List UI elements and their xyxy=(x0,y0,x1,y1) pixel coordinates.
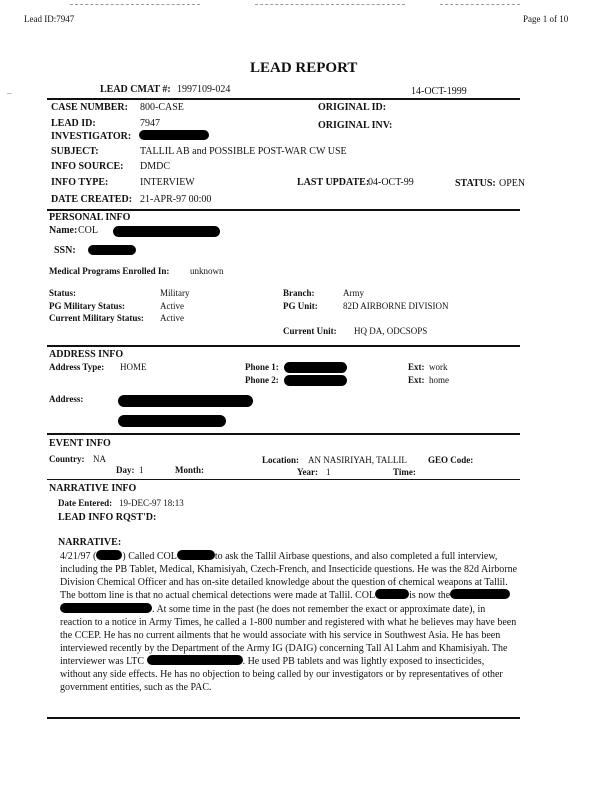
country-value: NA xyxy=(93,454,106,464)
month-label: Month: xyxy=(175,465,204,475)
narrative-line: the CCEP. He has no current ailments that he would associate with his service in Southwest Asia. He has been xyxy=(60,629,501,641)
address-type-value: HOME xyxy=(120,362,147,372)
year-value: 1 xyxy=(326,467,331,477)
personal-info-heading: PERSONAL INFO xyxy=(49,212,131,223)
page-title: LEAD REPORT xyxy=(250,60,358,76)
narrative-info-heading: NARRATIVE INFO xyxy=(49,483,137,494)
original-inv-label: ORIGINAL INV: xyxy=(318,120,393,131)
narrative-line: without any side effects. He has no objection to being called by our investigators or by representatives of other xyxy=(60,669,503,681)
address-type-label: Address Type: xyxy=(49,362,105,372)
status-value: OPEN xyxy=(499,178,526,189)
status-label: STATUS: xyxy=(455,178,496,189)
ssn-label: SSN: xyxy=(54,245,76,256)
narrative-line xyxy=(60,603,510,617)
last-update-label: LAST UPDATE: xyxy=(297,177,370,188)
phone1-label: Phone 1: xyxy=(245,362,279,372)
case-number-label: CASE NUMBER: xyxy=(51,102,128,113)
narrative-line: interviewed recently by the Department of the Army IG (DAIG) concerning Tall Al Lahm and Khamisiyah. The xyxy=(60,642,508,654)
redaction-ssn xyxy=(88,245,136,255)
lead-id-label: LEAD ID: xyxy=(51,118,96,129)
branch-label: Branch: xyxy=(283,288,315,298)
page-number: Page 1 of 10 xyxy=(523,14,569,24)
narrative-line xyxy=(60,550,510,564)
medical-programs-label: Medical Programs Enrolled In: xyxy=(49,266,170,276)
redaction-inline xyxy=(147,655,243,665)
pg-military-status-label: PG Military Status: xyxy=(49,301,125,311)
time-label: Time: xyxy=(393,467,416,477)
redaction-inline xyxy=(60,603,152,613)
narrative-fragment: . At some time in the past (he does not remember the exact or approximate date), in xyxy=(152,604,486,616)
address-label: Address: xyxy=(49,394,84,404)
narrative-fragment: interviewer was LTC xyxy=(60,656,145,668)
ext2-label: Ext: xyxy=(408,375,425,385)
redaction-address-line2 xyxy=(118,415,226,427)
redaction-inline xyxy=(177,550,215,560)
rule xyxy=(47,479,520,480)
day-label: Day: xyxy=(116,465,135,475)
narrative-fragment: The bottom line is that no actual chemical detections were made at Tallil. COL xyxy=(60,590,376,602)
location-value: AN NASIRIYAH, TALLIL xyxy=(308,455,407,465)
date-created-value: 21-APR-97 00:00 xyxy=(140,194,212,205)
narrative-fragment: to ask the Tallil Airbase questions, and also completed a full interview, xyxy=(214,551,498,562)
scan-edge-mark xyxy=(70,4,200,5)
redaction-address-line1 xyxy=(118,395,253,407)
info-type-label: INFO TYPE: xyxy=(51,177,109,188)
name-value: COL xyxy=(78,225,98,236)
redaction-inline xyxy=(375,589,409,599)
narrative-text xyxy=(60,550,518,695)
investigator-label: INVESTIGATOR: xyxy=(51,131,132,142)
pg-military-status-value: Active xyxy=(160,301,184,311)
margin-mark: – xyxy=(7,88,12,98)
pg-unit-label: PG Unit: xyxy=(283,301,318,311)
scan-edge-mark xyxy=(255,4,405,5)
scan-edge-mark xyxy=(440,4,520,5)
status-value-personal: Military xyxy=(160,288,190,298)
day-value: 1 xyxy=(139,465,144,475)
narrative-heading: NARRATIVE: xyxy=(58,537,122,548)
redaction-phone1 xyxy=(284,362,347,373)
status-label-personal: Status: xyxy=(49,288,77,298)
date-entered-value: 19-DEC-97 18:13 xyxy=(119,498,184,508)
narrative-fragment: . He used PB tablets and was lightly exposed to insecticides, xyxy=(242,656,485,668)
narrative-line xyxy=(60,655,510,669)
event-info-heading: EVENT INFO xyxy=(49,438,111,449)
narrative-line xyxy=(60,589,510,603)
current-military-status-label: Current Military Status: xyxy=(49,313,144,323)
geo-code-label: GEO Code: xyxy=(428,455,474,465)
original-id-label: ORIGINAL ID: xyxy=(318,102,387,113)
rule xyxy=(47,345,520,347)
rule xyxy=(47,433,520,435)
report-date: 14-OCT-1999 xyxy=(411,86,467,97)
phone2-label: Phone 2: xyxy=(245,375,279,385)
case-number-value: 800-CASE xyxy=(140,102,184,113)
subject-value: TALLIL AB and POSSIBLE POST-WAR CW USE xyxy=(140,146,347,157)
redaction-name xyxy=(113,226,220,237)
address-info-heading: ADDRESS INFO xyxy=(49,349,124,360)
rule xyxy=(47,98,520,100)
lead-info-rqstd-label: LEAD INFO RQST'D: xyxy=(58,512,157,523)
narrative-line: reaction to a notice in Army Times, he called a 1-800 number and registered with what he believes may have been xyxy=(60,616,517,628)
cmat-value: 1997109-024 xyxy=(177,84,231,95)
redaction-phone2 xyxy=(284,375,347,386)
redaction-inline xyxy=(96,550,122,560)
cmat-label: LEAD CMAT #: xyxy=(100,84,171,95)
country-label: Country: xyxy=(49,454,85,464)
current-unit-label: Current Unit: xyxy=(283,326,337,336)
narrative-line: Division Chemical Officer and has on-site detailed knowledge about the question of chemical weapons at Tallil. xyxy=(60,576,508,588)
ext1-value: work xyxy=(429,362,448,372)
rule xyxy=(47,209,520,211)
rule xyxy=(47,717,520,719)
header-lead-id: Lead ID:7947 xyxy=(24,14,75,24)
medical-programs-value: unknown xyxy=(190,266,224,276)
date-entered-label: Date Entered: xyxy=(58,498,113,508)
narrative-fragment: ) Called COL xyxy=(122,551,177,562)
subject-label: SUBJECT: xyxy=(51,146,99,157)
ext1-label: Ext: xyxy=(408,362,425,372)
info-source-label: INFO SOURCE: xyxy=(51,161,124,172)
current-unit-value: HQ DA, ODCSOPS xyxy=(354,326,428,336)
narrative-line: government entities, such as the PAC. xyxy=(60,681,212,693)
last-update-value: 04-OCT-99 xyxy=(368,177,414,188)
date-created-label: DATE CREATED: xyxy=(51,194,133,205)
narrative-fragment: 4/21/97 ( xyxy=(60,551,97,562)
redaction-investigator xyxy=(139,130,209,140)
name-label: Name: xyxy=(49,225,78,236)
year-label: Year: xyxy=(297,467,318,477)
ext2-value: home xyxy=(429,375,449,385)
pg-unit-value: 82D AIRBORNE DIVISION xyxy=(343,301,449,311)
redaction-inline xyxy=(450,589,510,599)
branch-value: Army xyxy=(343,288,364,298)
current-military-status-value: Active xyxy=(160,313,184,323)
info-type-value: INTERVIEW xyxy=(140,177,195,188)
info-source-value: DMDC xyxy=(140,161,171,172)
narrative-fragment: is now the xyxy=(409,590,451,602)
narrative-line: including the PB Tablet, Medical, Khamisiyah, Czech-French, and Insecticide questions. He was the 82d Airborne xyxy=(60,563,518,575)
location-label: Location: xyxy=(262,455,299,465)
lead-id-value: 7947 xyxy=(140,118,160,129)
